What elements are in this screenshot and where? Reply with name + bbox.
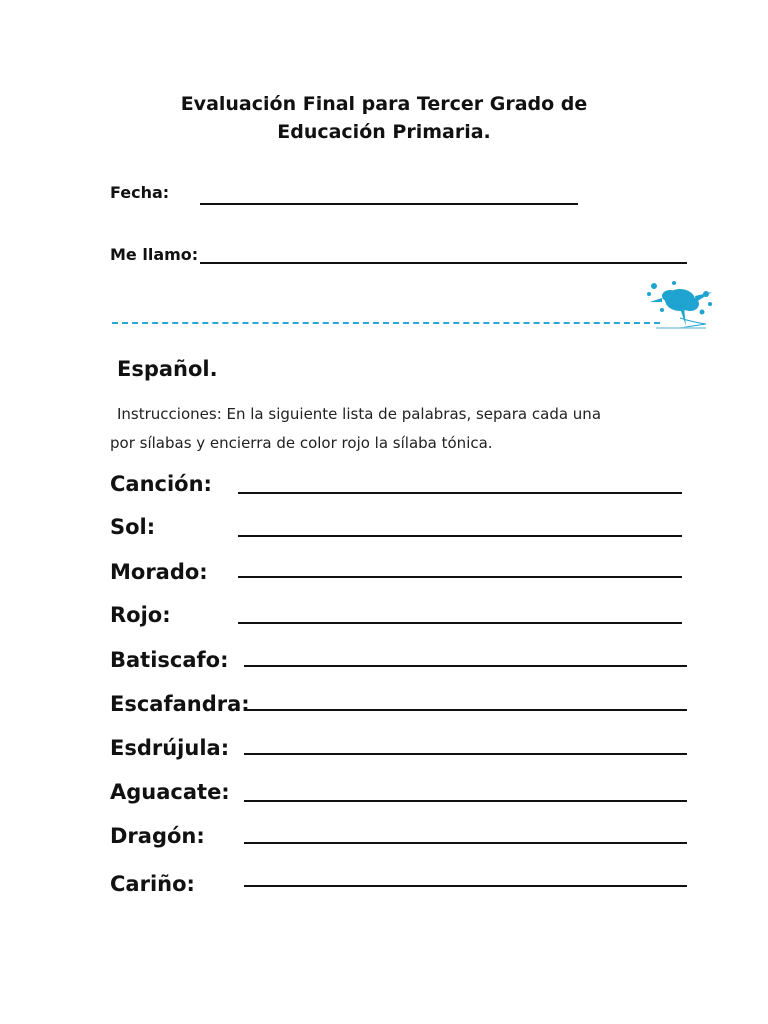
word-answer-line[interactable] [238,622,682,624]
title-line-2: Educación Primaria. [277,121,491,143]
section-title: Español. [117,357,218,381]
instructions-line-1: Instrucciones: En la siguiente lista de palabras, separa cada una [117,405,602,423]
word-label: Sol: [110,515,156,539]
title-line-1: Evaluación Final para Tercer Grado de [180,93,588,115]
word-label: Esdrújula: [110,736,230,760]
word-answer-line[interactable] [244,800,687,802]
instructions-line-2: por sílabas y encierra de color rojo la sílaba tónica. [110,434,493,452]
word-label: Aguacate: [110,780,230,804]
word-label: Dragón: [110,824,205,848]
word-answer-line[interactable] [238,576,682,578]
word-label: Escafandra: [110,692,250,716]
word-label: Morado: [110,560,208,584]
date-label: Fecha: [110,183,170,202]
word-answer-line[interactable] [244,842,687,844]
word-answer-line[interactable] [238,492,682,494]
word-answer-line[interactable] [244,665,687,667]
instructions [110,400,670,458]
word-label: Rojo: [110,603,171,627]
word-answer-line[interactable] [238,535,682,537]
name-answer-line[interactable] [200,262,687,264]
dashed-divider [112,322,660,324]
name-label: Me llamo: [110,245,199,264]
ink-splash-icon [640,278,716,332]
word-answer-line[interactable] [244,885,687,887]
word-answer-line[interactable] [244,709,687,711]
word-label: Canción: [110,472,212,496]
date-answer-line[interactable] [200,203,578,205]
word-label: Batiscafo: [110,648,229,672]
word-label: Cariño: [110,872,195,896]
word-answer-line[interactable] [244,753,687,755]
page-title [0,90,768,146]
